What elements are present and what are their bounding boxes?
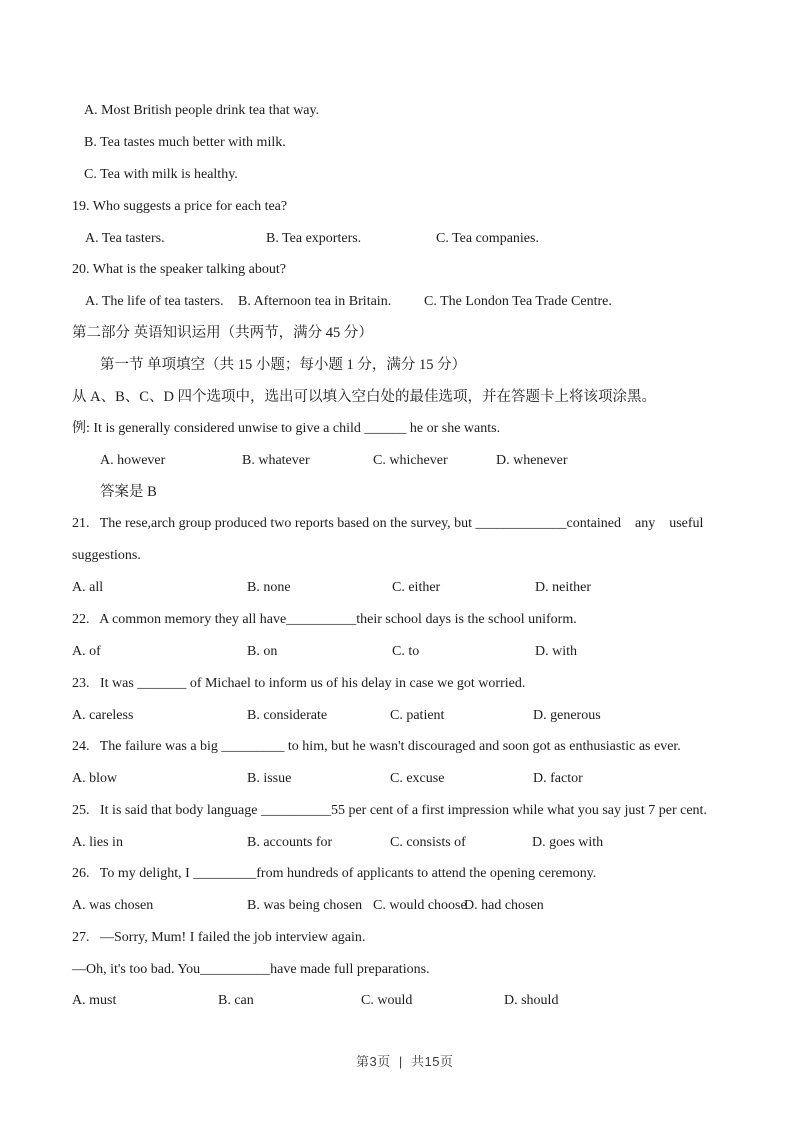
question-20-options <box>0 293 793 311</box>
option-b: B. Tea exporters. <box>266 231 362 246</box>
option-a: A. Most British people drink tea that way. <box>84 103 320 118</box>
section-2-part-1-header <box>0 357 793 375</box>
option-c: C. patient <box>390 708 445 723</box>
question-text: 23. It was _______ of Michael to inform us of his delay in case we got worried. <box>72 676 526 691</box>
instructions <box>0 389 793 407</box>
question-text: 26. To my delight, I _________from hundreds of applicants to attend the opening ceremony. <box>72 866 597 881</box>
option-a: A. The life of tea tasters. <box>85 294 224 309</box>
listening-option-c <box>0 166 793 184</box>
option-b: B. issue <box>247 771 292 786</box>
question-23-options <box>0 707 793 725</box>
question-text: 20. What is the speaker talking about? <box>72 262 286 277</box>
section-title: 第二部分 英语知识运用（共两节，满分 45 分） <box>72 325 373 341</box>
option-a: A. blow <box>72 771 118 786</box>
question-text: 25. It is said that body language __________55 per cent of a first impression while what you say just 7 per cent. <box>72 803 707 818</box>
question-25 <box>0 802 793 820</box>
question-21-continued <box>0 547 793 565</box>
question-22-options <box>0 643 793 661</box>
option-c: C. Tea companies. <box>436 231 539 246</box>
question-text: 27. —Sorry, Mum! I failed the job interview again. <box>72 930 366 945</box>
question-27 <box>0 929 793 947</box>
option-c: C. The London Tea Trade Centre. <box>424 294 612 309</box>
option-c: C. to <box>392 644 420 659</box>
option-b: B. can <box>218 993 254 1008</box>
page-footer <box>0 1036 793 1085</box>
option-d: D. goes with <box>532 835 604 850</box>
option-a: A. of <box>72 644 101 659</box>
listening-option-b <box>0 134 793 152</box>
example-answer <box>0 484 793 502</box>
option-a: A. all <box>72 580 104 595</box>
example-text: 例: It is generally considered unwise to give a child ______ he or she wants. <box>72 421 501 436</box>
part-title: 第一节 单项填空（共 15 小题；每小题 1 分，满分 15 分） <box>100 357 467 373</box>
option-b: B. considerate <box>247 708 328 723</box>
question-19 <box>0 198 793 216</box>
option-d: D. factor <box>533 771 583 786</box>
option-c: C. consists of <box>390 835 466 850</box>
option-a: A. Tea tasters. <box>85 231 165 246</box>
option-d: D. with <box>535 644 577 659</box>
option-c: C. whichever <box>373 453 448 468</box>
option-b: B. whatever <box>242 453 310 468</box>
option-b: B. on <box>247 644 278 659</box>
option-a: A. must <box>72 993 117 1008</box>
option-c: C. excuse <box>390 771 445 786</box>
example-sentence <box>0 420 793 438</box>
option-d: D. whenever <box>496 453 568 468</box>
question-text: 21. The rese,arch group produced two reports based on the survey, but _____________contained any useful <box>72 516 704 531</box>
question-25-options <box>0 834 793 852</box>
question-19-options <box>0 230 793 248</box>
footer-page-number: 第3页 | 共15页 <box>355 1054 454 1069</box>
option-b: B. Tea tastes much better with milk. <box>84 135 286 150</box>
option-d: D. generous <box>533 708 601 723</box>
option-c: C. would <box>361 993 413 1008</box>
option-b: B. Afternoon tea in Britain. <box>238 294 392 309</box>
question-text: suggestions. <box>72 548 141 563</box>
question-21 <box>0 515 793 533</box>
question-27-continued <box>0 961 793 979</box>
option-d: D. neither <box>535 580 591 595</box>
question-21-options <box>0 579 793 597</box>
option-b: B. none <box>247 580 291 595</box>
option-c: C. would choose <box>373 898 467 913</box>
question-22 <box>0 611 793 629</box>
option-d: D. should <box>504 993 559 1008</box>
listening-option-a <box>0 102 793 120</box>
instructions-text: 从 A、B、C、D 四个选项中，选出可以填入空白处的最佳选项，并在答题卡上将该项涂黑。 <box>72 389 657 405</box>
question-text: 24. The failure was a big _________ to him, but he wasn't discouraged and soon got as enthusiastic as ever. <box>72 739 681 754</box>
question-27-options <box>0 992 793 1010</box>
option-c: C. either <box>392 580 441 595</box>
question-23 <box>0 675 793 693</box>
option-b: B. was being chosen <box>247 898 363 913</box>
option-b: B. accounts for <box>247 835 333 850</box>
option-c: C. Tea with milk is healthy. <box>84 167 238 182</box>
option-a: A. lies in <box>72 835 123 850</box>
answer-text: 答案是 B <box>100 484 157 500</box>
option-a: A. careless <box>72 708 134 723</box>
option-a: A. was chosen <box>72 898 154 913</box>
question-text: —Oh, it's too bad. You__________have made full preparations. <box>72 962 430 977</box>
example-options <box>0 452 793 470</box>
question-24-options <box>0 770 793 788</box>
question-24 <box>0 738 793 756</box>
option-a: A. however <box>100 453 166 468</box>
question-text: 19. Who suggests a price for each tea? <box>72 199 288 214</box>
question-26-options <box>0 897 793 915</box>
question-text: 22. A common memory they all have__________their school days is the school uniform. <box>72 612 577 627</box>
option-d: D. had chosen <box>464 898 544 913</box>
section-2-header <box>0 325 793 343</box>
question-26 <box>0 865 793 883</box>
question-20 <box>0 261 793 279</box>
